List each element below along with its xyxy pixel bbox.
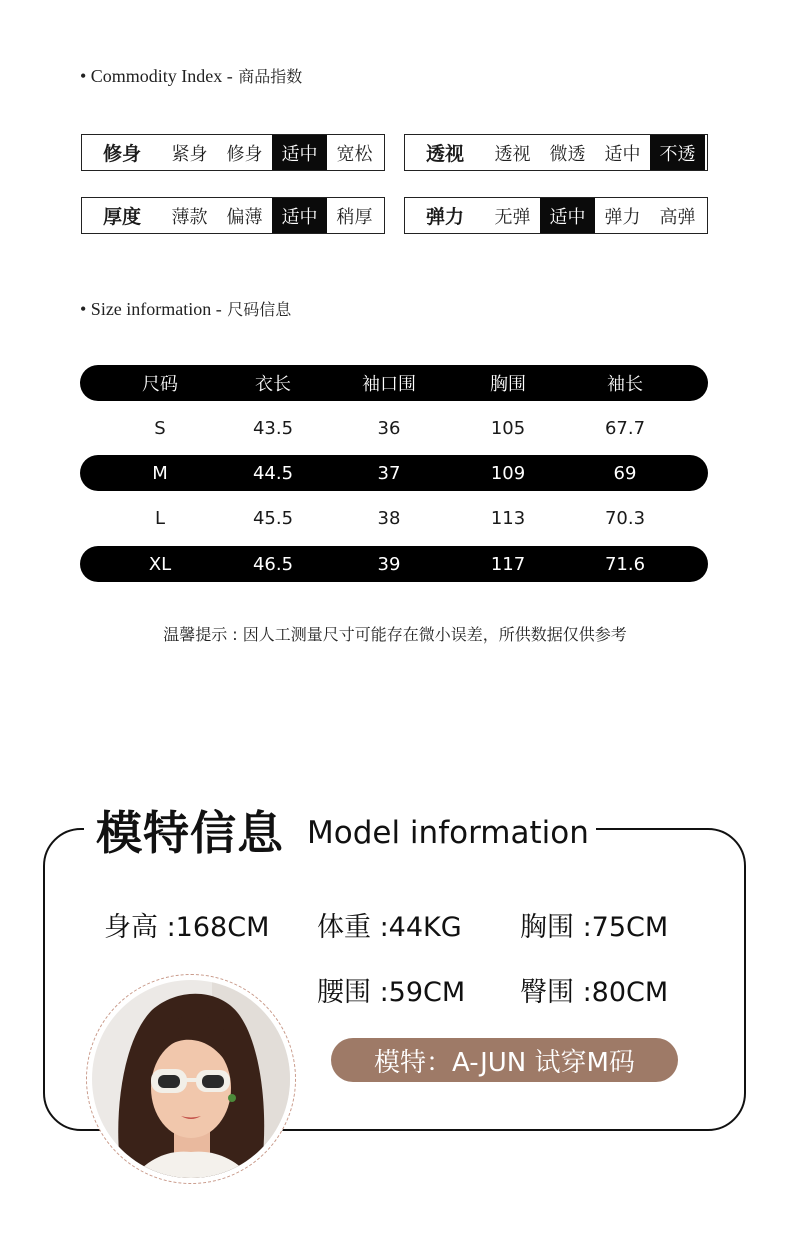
index-option: 适中 xyxy=(604,143,641,165)
size-table-row xyxy=(80,546,708,582)
index-name: 修身 xyxy=(102,143,141,165)
size-table-cell: L xyxy=(154,507,166,529)
size-table-cell: 67.7 xyxy=(604,417,646,439)
model-hips: 臀围 :80CM xyxy=(520,977,669,1008)
index-option: 微透 xyxy=(549,143,586,165)
commodity-index-heading-en: • Commodity Index - xyxy=(80,66,233,86)
size-table-row xyxy=(80,410,708,446)
index-option: 高弹 xyxy=(659,206,696,228)
index-option: 透视 xyxy=(494,143,531,165)
size-table-header-cell: 衣长 xyxy=(255,374,291,395)
size-table-cell: 45.5 xyxy=(252,507,294,529)
index-option: 无弹 xyxy=(494,206,531,228)
size-table-cell: 70.3 xyxy=(604,507,646,529)
index-box xyxy=(81,197,385,234)
size-table-header-cell: 尺码 xyxy=(142,374,178,395)
model-waist: 腰围 :59CM xyxy=(317,977,466,1008)
size-info-heading xyxy=(80,297,291,320)
size-table-cell: 117 xyxy=(490,553,526,575)
model-height: 身高 :168CM xyxy=(104,912,270,943)
index-name: 透视 xyxy=(425,143,464,165)
size-table-cell: 38 xyxy=(377,507,401,529)
size-table-cell: 43.5 xyxy=(252,417,294,439)
size-table-cell: 44.5 xyxy=(252,462,294,484)
index-option: 紧身 xyxy=(171,143,208,165)
size-table-cell: 71.6 xyxy=(604,553,646,575)
size-table-header-cell: 袖口围 xyxy=(362,374,416,395)
index-name: 厚度 xyxy=(102,206,141,228)
model-info-title-zh: 模特信息 xyxy=(96,806,284,860)
size-table-cell: XL xyxy=(148,553,172,575)
size-table-cell: 37 xyxy=(377,462,401,484)
index-option-selected: 适中 xyxy=(272,135,327,170)
model-info-title-en: Model information xyxy=(307,815,589,851)
size-table-cell: M xyxy=(152,462,168,484)
size-table-cell: S xyxy=(154,417,166,439)
index-option: 修身 xyxy=(226,143,263,165)
index-box xyxy=(404,197,708,234)
index-option: 偏薄 xyxy=(226,206,263,228)
size-table-cell: 39 xyxy=(377,553,401,575)
model-weight: 体重 :44KG xyxy=(317,912,462,943)
index-option-selected: 适中 xyxy=(272,198,327,233)
commodity-index-heading-zh: 商品指数 xyxy=(238,67,303,86)
measurement-note: 温馨提示 : 因人工测量尺寸可能存在微小误差，所供数据仅供参考 xyxy=(163,625,627,644)
size-table-cell: 113 xyxy=(490,507,526,529)
size-table-cell: 46.5 xyxy=(252,553,294,575)
index-option: 薄款 xyxy=(171,206,208,228)
index-option: 弹力 xyxy=(604,206,641,228)
size-table-header xyxy=(80,365,708,401)
index-option: 稍厚 xyxy=(336,206,373,228)
model-portrait-image xyxy=(92,980,290,1178)
size-table-header-cell: 袖长 xyxy=(607,374,643,395)
size-table-row xyxy=(80,500,708,536)
size-table-cell: 36 xyxy=(377,417,401,439)
size-table-cell: 109 xyxy=(490,462,526,484)
size-table-cell: 105 xyxy=(490,417,526,439)
size-table-row xyxy=(80,455,708,491)
index-option-selected: 不透 xyxy=(650,135,705,170)
index-box xyxy=(81,134,385,171)
index-option: 宽松 xyxy=(336,143,373,165)
size-table-header-cell: 胸围 xyxy=(490,374,526,395)
commodity-index-heading xyxy=(80,64,302,87)
index-box xyxy=(404,134,708,171)
size-info-heading-zh: 尺码信息 xyxy=(227,300,292,319)
index-name: 弹力 xyxy=(425,206,464,228)
model-avatar xyxy=(92,980,290,1178)
index-option-selected: 适中 xyxy=(540,198,595,233)
size-table-cell: 69 xyxy=(613,462,637,484)
model-size-badge: 模特：A-JUN 试穿M码 xyxy=(331,1038,678,1082)
model-bust: 胸围 :75CM xyxy=(520,912,669,943)
size-info-heading-en: • Size information - xyxy=(80,299,222,319)
